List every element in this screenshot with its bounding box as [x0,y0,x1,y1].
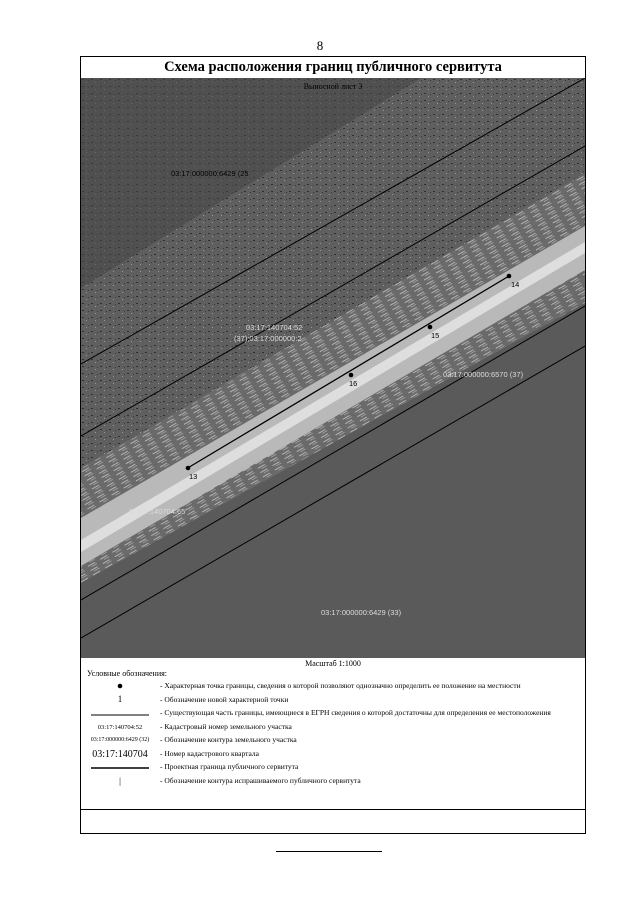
legend-item-existing-border [87,707,583,721]
legend-symbol-servitude: | [119,775,121,786]
point-label-16: 16 [349,379,358,388]
legend-item-text: - Обозначение контура испрашиваемого публичного сервитута [160,775,361,785]
legend-symbol-contour: 03:17:000000:6429 (32) [90,737,150,743]
page-number: 8 [316,38,324,53]
legend-symbol-cadastral: 03:17:140704:52 [97,723,143,731]
map-caption: Выносной лист 3 [303,82,363,91]
point-label-14: 14 [511,280,520,289]
legend-item-cadastral-number [87,721,583,735]
project-border-icon [87,761,153,774]
footnote-separator [276,851,382,852]
scale-label: Масштаб 1:1000 [305,659,361,668]
legend-item-quarter [87,748,583,762]
legend-item-servitude-contour [87,775,583,789]
dot-symbol-icon [87,680,153,693]
legend-symbol-number: 1 [117,693,123,704]
legend-item-text: - Существующая часть границы, имеющиеся в ЕГРН сведения о которой достаточны для определения ее местоположения [160,708,551,717]
legend-item-text: - Кадастровый номер земельного участка [160,721,292,731]
frame-bottom-divider [81,809,585,810]
legend-item-text: - Характерная точка границы, сведения о которой позволяют однозначно определить ее положение на местности [160,681,521,690]
legend-item-text: - Обозначение новой характерной точки [160,694,289,704]
point-label-15: 15 [431,331,440,340]
quarter-label: 03:17:140704:65 [129,507,186,516]
scheme-title: Схема расположения границ публичного сервитута [81,57,585,79]
existing-border-icon [87,707,153,720]
point-16 [349,373,354,378]
legend-item-contour [87,734,583,748]
legend [87,669,583,788]
legend-item-text: - Проектная граница публичного сервитута [160,762,299,771]
parcel-label-center-a: 03:17:140704:52 [246,323,303,332]
legend-symbol-quarter: 03:17:140704 [92,748,148,760]
legend-title: Условные обозначения: [87,669,168,678]
point-13 [186,466,191,471]
map-view[interactable] [81,78,585,658]
scheme-frame [80,56,586,834]
legend-item-new-point [87,694,583,708]
parcel-label-center-b: (37):03:17:000000:2 [234,334,302,343]
legend-item-text: - Номер кадастрового квартала [160,748,259,758]
map-canvas [81,78,585,658]
point-14 [507,274,512,279]
legend-item-text: - Обозначение контура земельного участка [160,735,297,744]
point-label-13: 13 [189,472,198,481]
legend-item-point [87,680,583,694]
legend-item-project-border [87,761,583,775]
parcel-label-bottom: 03:17:000000:6429 (33) [321,608,402,617]
point-15 [428,325,433,330]
parcel-label-top: 03:17:000000:6429 (25 [171,169,249,178]
parcel-label-right: 03:17:000000:6570 (37) [443,370,524,379]
